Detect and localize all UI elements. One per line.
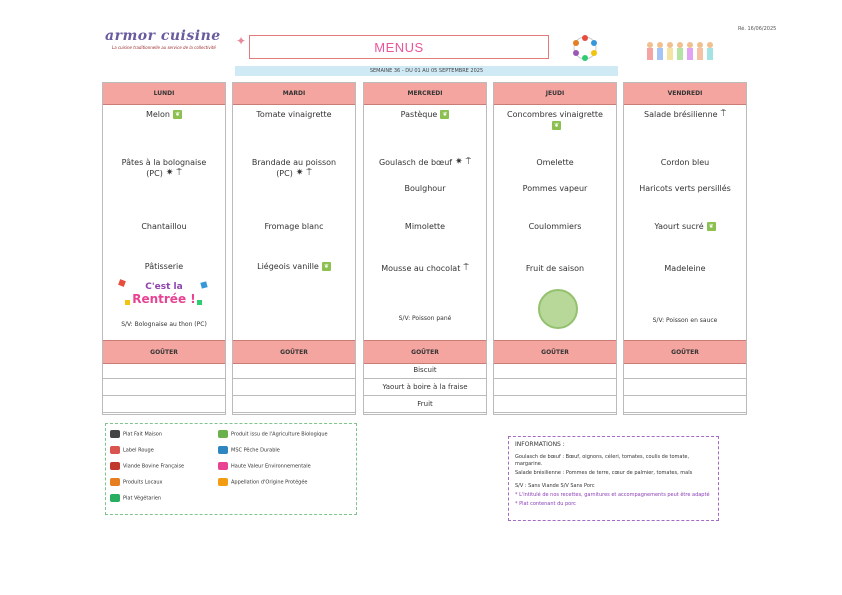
info-title: INFORMATIONS : [515, 441, 565, 448]
plate-icon: ⍑ [463, 263, 469, 273]
aop-icon [218, 478, 228, 486]
snack-row [624, 362, 746, 379]
bio-leaf-icon: ❦ [442, 111, 448, 118]
menu-item: Tomate vinaigrette [256, 110, 332, 119]
brand-logo: armor cuisine [105, 28, 221, 44]
week-banner: SEMAINE 36 - DU 01 AU 05 SEPTEMBRE 2025 [235, 66, 618, 76]
svg-text:C'est la: C'est la [145, 282, 183, 292]
menu-item: S/V: Poisson pané [398, 315, 452, 322]
children-drawing-icon [645, 40, 715, 62]
legend-item: Appellation d'Origine Protégée [218, 478, 307, 486]
beef-icon [110, 462, 120, 470]
vegetarian-seal-icon [538, 289, 578, 329]
snack-row [233, 379, 355, 396]
info-box [508, 436, 719, 521]
plate-icon [110, 430, 120, 438]
legend-box [105, 423, 357, 515]
bio-leaf-icon: ❦ [708, 223, 714, 230]
legend-item: Label Rouge [110, 446, 154, 454]
snack-row [103, 396, 225, 413]
snack-row [624, 396, 746, 413]
menu-item: Fromage blanc [264, 222, 324, 231]
bio-leaf-icon: ❦ [323, 263, 329, 270]
day-header: MERCREDI [364, 83, 486, 105]
snack-header: GOÛTER [494, 340, 616, 364]
info-line: S/V : Sans Viande S/V Sans Porc [515, 483, 595, 489]
menu-item: Yaourt sucré ❦ [654, 222, 714, 231]
menu-item: Pâtisserie [144, 262, 184, 271]
day-header: VENDREDI [624, 83, 746, 105]
snack-row [103, 362, 225, 379]
snack-row [103, 379, 225, 396]
brand-tagline: La cuisine traditionnelle au service de la collectivité [112, 45, 216, 50]
label-rouge-icon [110, 446, 120, 454]
legend-item: Haute Valeur Environnementale [218, 462, 311, 470]
day-column-mercredi [363, 82, 487, 415]
bio-leaf-icon: ❦ [174, 111, 181, 118]
svg-text:Rentrée !: Rentrée ! [132, 292, 196, 306]
snack-row [233, 396, 355, 413]
info-line: Salade brésilienne : Pommes de terre, cœur de palmier, tomates, maïs [515, 470, 693, 476]
snack-row: Yaourt à boire à la fraise [364, 379, 486, 396]
snack-header: GOÛTER [103, 340, 225, 364]
menu-item: Chantaillou [141, 222, 187, 231]
plate-icon: ⍑ [720, 109, 726, 119]
legend-item: Produit issu de l'Agriculture Biologique [218, 430, 328, 438]
snack-row [494, 362, 616, 379]
beef-icon: ✷ [165, 168, 174, 178]
menu-item: Boulghour [404, 184, 446, 193]
pin-icon: ✦ [236, 34, 247, 48]
hve-icon [218, 462, 228, 470]
menu-item: Mimolette [404, 222, 446, 231]
menu-item: S/V: Bolognaise au thon (PC) [121, 321, 207, 328]
local-icon [110, 478, 120, 486]
snack-row [233, 362, 355, 379]
day-column-vendredi [623, 82, 747, 415]
menu-item: Salade brésilienne ⍑ [644, 109, 726, 119]
plate-icon: ⍑ [465, 157, 472, 167]
day-header: LUNDI [103, 83, 225, 105]
menu-item: Pommes vapeur [522, 184, 588, 193]
rentree-illustration [115, 276, 213, 310]
plate-icon: ⍑ [306, 168, 312, 178]
menu-item: Melon ❦ [145, 110, 181, 119]
menu-item: Omelette [536, 158, 574, 167]
snack-header: GOÛTER [624, 340, 746, 364]
info-line: Goulasch de bœuf : Bœuf, oignons, céleri, tomates, coulis de tomate, margarine. [515, 454, 690, 467]
legend-item: Plat Végétarien [110, 494, 161, 502]
menu-item: Cordon bleu [660, 158, 710, 167]
snack-row: Biscuit [364, 362, 486, 379]
snack-row [494, 379, 616, 396]
bio-icon [218, 430, 228, 438]
legend-item: MSC Pêche Durable [218, 446, 280, 454]
info-line: * L'intitulé de nos recettes, garnitures et accompagnements peut être adapté [515, 492, 710, 498]
legend-item: Produits Locaux [110, 478, 163, 486]
snack-row [494, 396, 616, 413]
plate-icon: ⍑ [176, 168, 182, 178]
menu-item: Madeleine [664, 264, 706, 273]
snack-row: Fruit [364, 396, 486, 413]
beef-icon: ✷ [295, 168, 304, 178]
snack-header: GOÛTER [364, 340, 486, 364]
menu-item: Brandade au poisson (PC) ✷ ⍑ [251, 158, 337, 178]
day-header: MARDI [233, 83, 355, 105]
veggie-icon [110, 494, 120, 502]
beef-icon: ✷ [455, 157, 463, 167]
bio-leaf-icon: ❦ [553, 122, 560, 129]
menu-item: Coulommiers [528, 222, 582, 231]
day-column-mardi [232, 82, 356, 415]
menu-item: Mousse au chocolat ⍑ [381, 263, 469, 273]
info-line: * Plat contenant du porc [515, 501, 576, 507]
menu-item: Concombres vinaigrette❦ [507, 110, 603, 129]
menu-item: Liégeois vanille ❦ [257, 262, 329, 271]
day-header: JEUDI [494, 83, 616, 105]
msc-icon [218, 446, 228, 454]
snack-row [624, 379, 746, 396]
menu-item: Pastèque ❦ [400, 110, 448, 119]
revision-date: Ré. 16/06/2025 [738, 26, 777, 32]
legend-item: Plat Fait Maison [110, 430, 162, 438]
menu-item: S/V: Poisson en sauce [652, 317, 718, 324]
snack-header: GOÛTER [233, 340, 355, 364]
legend-item: Viande Bovine Française [110, 462, 184, 470]
menu-item: Goulasch de bœuf ✷ ⍑ [378, 157, 472, 167]
menu-item: Fruit de saison [525, 264, 585, 273]
menu-item: Pâtes à la bolognaise (PC) ✷ ⍑ [121, 158, 207, 178]
menu-item: Haricots verts persillés [639, 184, 731, 193]
page-title: MENUS [249, 35, 549, 59]
circle-of-people-icon [570, 34, 600, 62]
day-column-jeudi [493, 82, 617, 415]
day-column-lundi [102, 82, 226, 415]
